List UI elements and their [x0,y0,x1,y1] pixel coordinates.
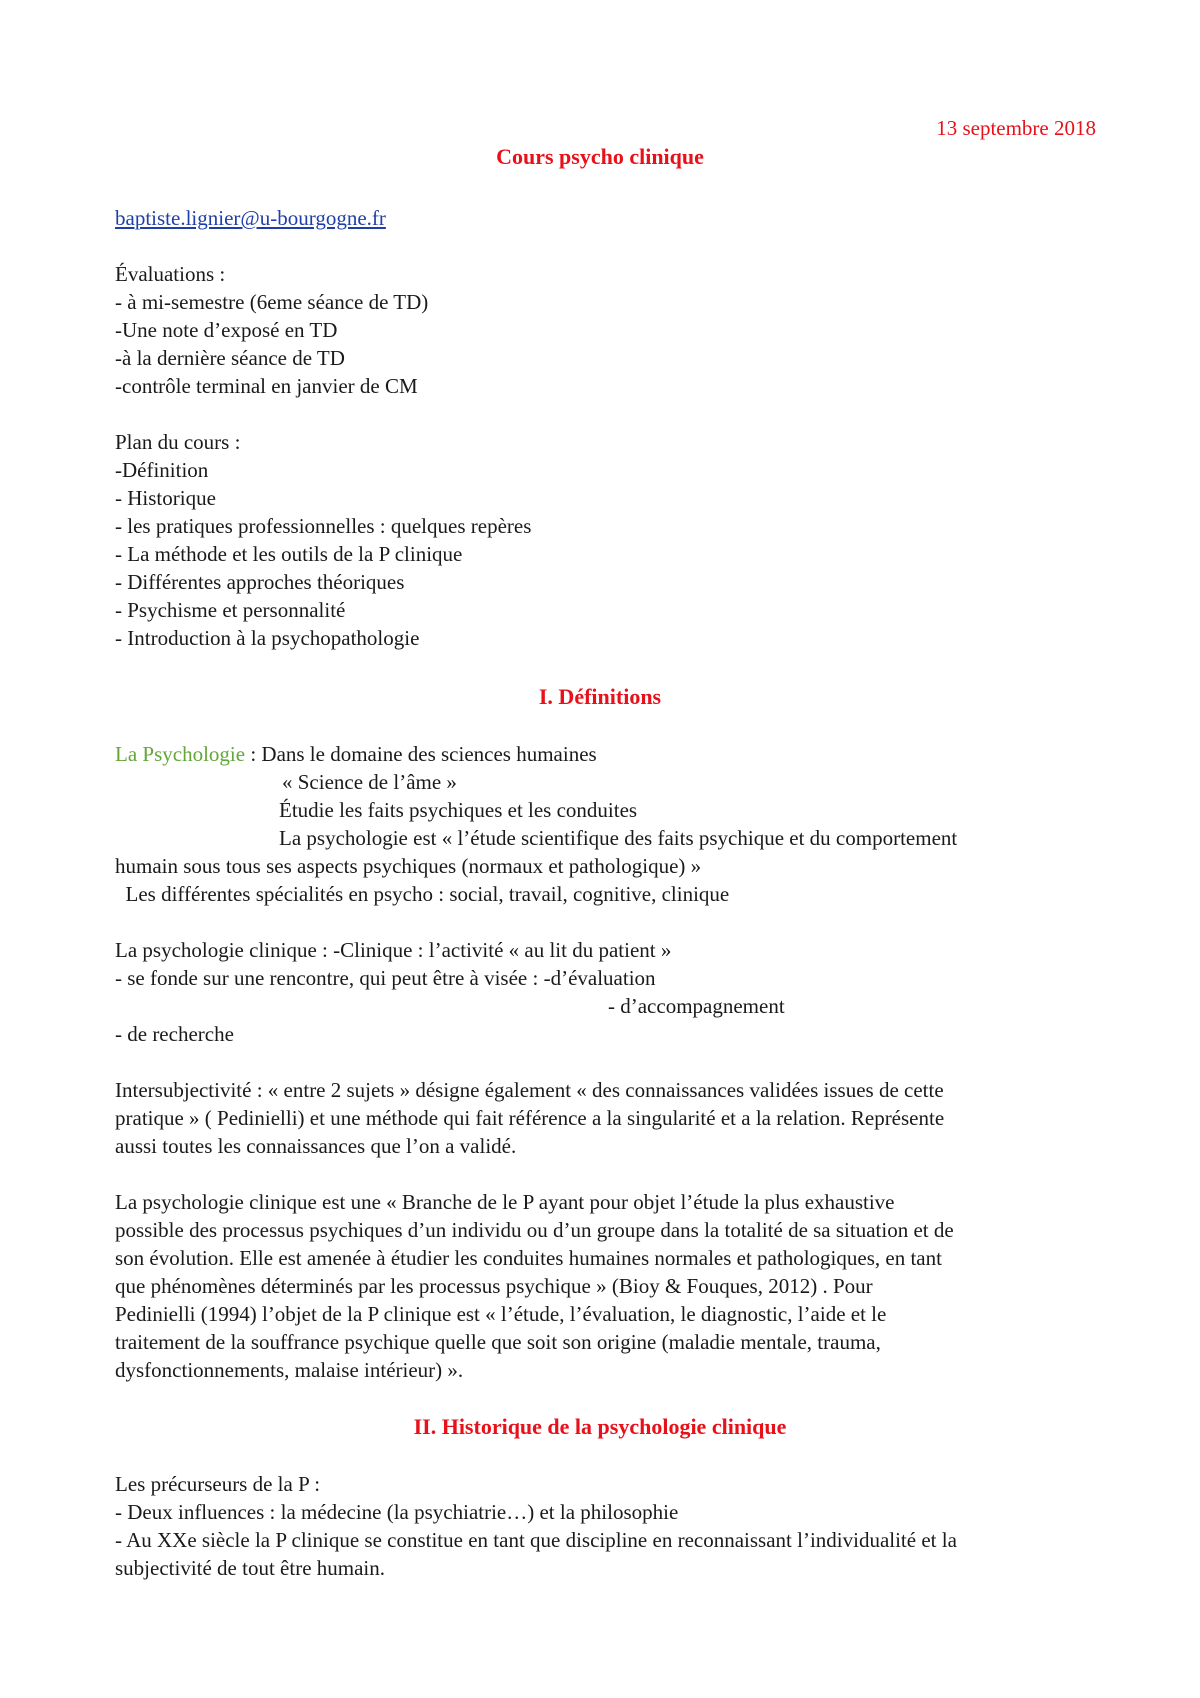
plan-item: - Différentes approches théoriques [115,570,405,594]
historique-line: - Au XXe siècle la P clinique se constitue en tant que discipline en reconnaissant l’individualité et la [115,1528,957,1552]
evaluations-item: -contrôle terminal en janvier de CM [115,374,418,398]
plan-item: - La méthode et les outils de la P clinique [115,542,463,566]
clinique-line: La psychologie clinique : -Clinique : l’activité « au lit du patient » [115,938,672,962]
branche-line: traitement de la souffrance psychique quelle que soit son origine (maladie mentale, trauma, [115,1330,881,1354]
evaluations-item: -à la dernière séance de TD [115,346,345,370]
psychologie-label: La Psychologie [115,742,246,766]
branche-line: que phénomènes déterminés par les processus psychique » (Bioy & Fouques, 2012) . Pour [115,1274,873,1298]
plan-item: - les pratiques professionnelles : quelques repères [115,514,532,538]
intersubjectivite-line: Intersubjectivité : « entre 2 sujets » désigne également « des connaissances validées issues de cette [115,1078,944,1102]
document-title: Cours psycho clinique [496,144,704,169]
clinique-line: - d’accompagnement [608,994,785,1018]
clinique-line: - se fonde sur une rencontre, qui peut être à visée : -d’évaluation [115,966,656,990]
intersubjectivite-line: pratique » ( Pedinielli) et une méthode qui fait référence a la singularité et a la relation. Représente [115,1106,945,1130]
plan-item: - Historique [115,486,216,510]
historique-line: - Deux influences : la médecine (la psychiatrie…) et la philosophie [115,1500,679,1524]
branche-line: La psychologie clinique est une « Branche de le P ayant pour objet l’étude la plus exhaustive [115,1190,895,1214]
plan-item: -Définition [115,458,209,482]
psychologie-rest: : Dans le domaine des sciences humaines [245,742,597,766]
branche-line: son évolution. Elle est amenée à étudier les conduites humaines normales et pathologiques, en tant [115,1246,942,1270]
evaluations-item: -Une note d’exposé en TD [115,318,338,342]
section-2-title: II. Historique de la psychologie clinique [413,1414,787,1439]
plan-item: - Introduction à la psychopathologie [115,626,420,650]
psychologie-definition [115,740,597,768]
evaluations-heading: Évaluations : [115,262,226,286]
evaluations-item: - à mi-semestre (6eme séance de TD) [115,290,429,314]
definition-line: La psychologie est « l’étude scientifique des faits psychique et du comportement [279,826,958,850]
intersubjectivite-line: aussi toutes les connaissances que l’on a validé. [115,1134,517,1158]
branche-line: possible des processus psychiques d’un individu ou d’un groupe dans la totalité de sa situation et de [115,1218,954,1242]
definition-line: « Science de l’âme » [282,770,457,794]
section-1-title: I. Définitions [538,684,662,709]
branche-line: Pedinielli (1994) l’objet de la P clinique est « l’étude, l’évaluation, le diagnostic, l’aide et le [115,1302,887,1326]
plan-heading: Plan du cours : [115,430,241,454]
document-date: 13 septembre 2018 [936,116,1096,140]
clinique-line: - de recherche [115,1022,234,1046]
historique-line: Les précurseurs de la P : [115,1472,321,1496]
plan-item: - Psychisme et personnalité [115,598,346,622]
historique-line: subjectivité de tout être humain. [115,1556,386,1580]
branche-line: dysfonctionnements, malaise intérieur) ». [115,1358,464,1382]
definition-line: Les différentes spécialités en psycho : social, travail, cognitive, clinique [115,882,730,906]
email-link[interactable]: baptiste.lignier@u-bourgogne.fr [115,206,386,230]
definition-line: humain sous tous ses aspects psychiques (normaux et pathologique) » [115,854,702,878]
definition-line: Étudie les faits psychiques et les conduites [279,798,638,822]
